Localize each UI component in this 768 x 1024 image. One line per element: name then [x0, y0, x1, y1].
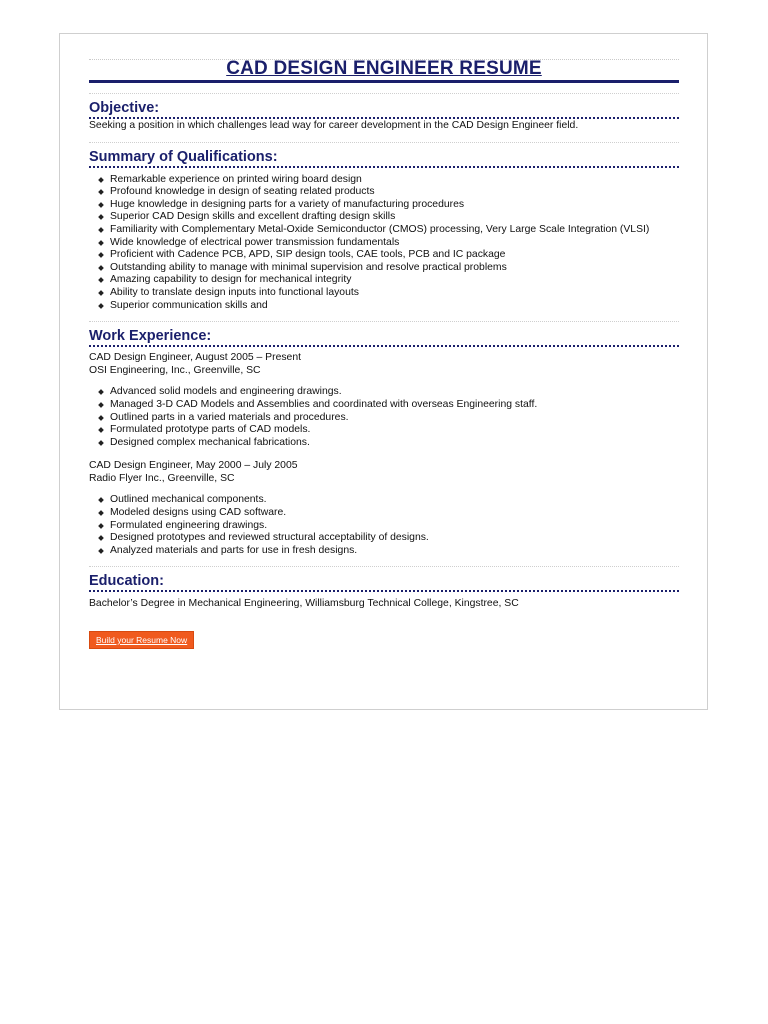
bullet-icon [98, 402, 104, 408]
list-item [99, 249, 679, 262]
bullet-icon [98, 202, 104, 208]
list-item-text: Wide knowledge of electrical power transmission fundamentals [110, 236, 400, 248]
list-item-text: Designed complex mechanical fabrications. [110, 436, 310, 448]
bullet-icon [98, 252, 104, 258]
job-duties-list [89, 386, 679, 449]
bullet-icon [98, 535, 104, 541]
list-item [99, 532, 679, 545]
qualifications-list [89, 174, 679, 313]
list-item-text: Advanced solid models and engineering drawings. [110, 386, 342, 398]
list-item [99, 399, 679, 412]
job-role: CAD Design Engineer, May 2000 – July 2005 [89, 460, 298, 472]
list-item-text: Formulated prototype parts of CAD models. [110, 424, 311, 436]
list-item-text: Managed 3-D CAD Models and Assemblies and coordinated with overseas Engineering staff. [110, 398, 538, 410]
resume-content [89, 34, 679, 649]
list-item-text: Proficient with Cadence PCB, APD, SIP design tools, CAE tools, PCB and IC package [110, 249, 506, 261]
list-item [99, 412, 679, 425]
education-heading: Education: [89, 573, 679, 592]
bullet-icon [98, 303, 104, 309]
bullet-icon [98, 265, 104, 271]
bullet-icon [98, 415, 104, 421]
objective-section [89, 100, 679, 133]
job-duties-list [89, 494, 679, 557]
bullet-icon [98, 427, 104, 433]
list-item [99, 545, 679, 558]
list-item-text: Superior CAD Design skills and excellent drafting design skills [110, 211, 396, 223]
bullet-icon [98, 290, 104, 296]
experience-section [89, 328, 679, 557]
bullet-icon [98, 189, 104, 195]
bullet-icon [98, 440, 104, 446]
bullet-icon [98, 389, 104, 395]
title-bar [89, 58, 679, 83]
bullet-icon [98, 548, 104, 554]
list-item [99, 237, 679, 250]
list-item-text: Familiarity with Complementary Metal-Oxide Semiconductor (CMOS) processing, Very Large Scale Integration (VLSI) [110, 223, 650, 235]
qualifications-section [89, 149, 679, 313]
bullet-icon [98, 498, 104, 504]
qualifications-heading: Summary of Qualifications: [89, 149, 679, 168]
list-item [99, 211, 679, 224]
list-item-text: Designed prototypes and reviewed structural acceptability of designs. [110, 532, 429, 544]
list-item-text: Analyzed materials and parts for use in fresh designs. [110, 544, 358, 556]
list-item [99, 424, 679, 437]
objective-heading: Objective: [89, 100, 679, 119]
list-item-text: Huge knowledge in designing parts for a variety of manufacturing procedures [110, 198, 465, 210]
list-item-text: Modeled designs using CAD software. [110, 507, 287, 519]
bullet-icon [98, 523, 104, 529]
list-item-text: Outstanding ability to manage with minimal supervision and resolve practical problems [110, 261, 507, 273]
bullet-icon [98, 177, 104, 183]
list-item-text: Profound knowledge in design of seating related products [110, 186, 375, 198]
bullet-icon [98, 227, 104, 233]
education-text: Bachelor’s Degree in Mechanical Engineering, Williamsburg Technical College, Kingstree, SC [89, 598, 519, 610]
divider [89, 566, 679, 567]
bullet-icon [98, 240, 104, 246]
list-item [99, 262, 679, 275]
list-item [99, 199, 679, 212]
divider [89, 321, 679, 322]
job-role: CAD Design Engineer, August 2005 – Present [89, 352, 301, 364]
list-item [99, 507, 679, 520]
list-item-text: Superior communication skills and [110, 299, 268, 311]
job-company: OSI Engineering, Inc., Greenville, SC [89, 364, 261, 376]
list-item-text: Ability to translate design inputs into functional layouts [110, 286, 359, 298]
bullet-icon [98, 510, 104, 516]
list-item-text: Remarkable experience on printed wiring board design [110, 173, 362, 185]
list-item [99, 174, 679, 187]
divider [89, 93, 679, 94]
bullet-icon [98, 278, 104, 284]
list-item [99, 494, 679, 507]
education-section [89, 573, 679, 611]
list-item [99, 520, 679, 533]
list-item-text: Formulated engineering drawings. [110, 519, 268, 531]
list-item [99, 300, 679, 313]
list-item [99, 224, 679, 237]
bullet-icon [98, 215, 104, 221]
resume-page [59, 33, 708, 710]
list-item [99, 437, 679, 450]
list-item [99, 386, 679, 399]
divider [89, 142, 679, 143]
list-item-text: Outlined mechanical components. [110, 494, 267, 506]
objective-text: Seeking a position in which challenges lead way for career development in the CAD Design Engineer field. [89, 120, 579, 131]
list-item [99, 274, 679, 287]
build-resume-button[interactable]: Build your Resume Now [89, 631, 194, 649]
job-company: Radio Flyer Inc., Greenville, SC [89, 472, 235, 484]
list-item-text: Outlined parts in a varied materials and procedures. [110, 411, 349, 423]
list-item-text: Amazing capability to design for mechanical integrity [110, 274, 352, 286]
experience-heading: Work Experience: [89, 328, 679, 347]
list-item [99, 186, 679, 199]
page-title: CAD DESIGN ENGINEER RESUME [226, 58, 542, 79]
list-item [99, 287, 679, 300]
